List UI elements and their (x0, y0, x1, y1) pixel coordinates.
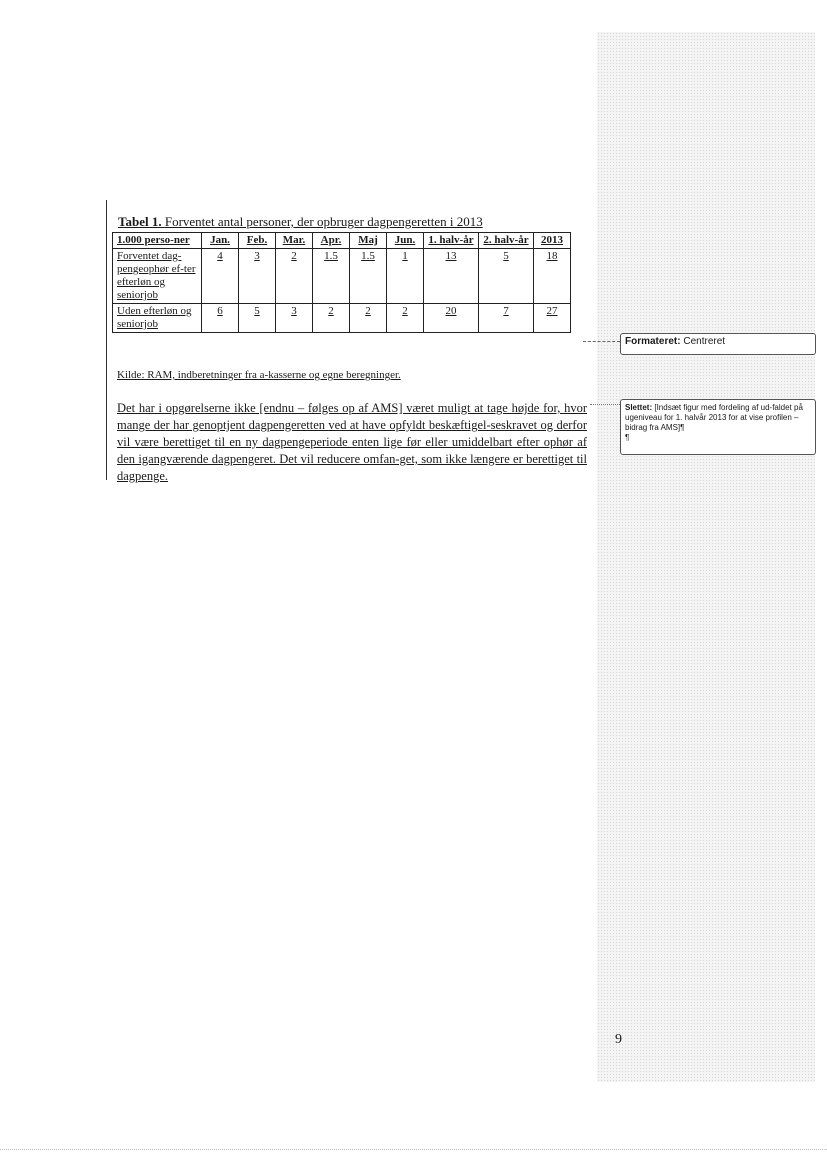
table-row (113, 304, 571, 333)
body-paragraph: Det har i opgørelserne ikke [endnu – følges op af AMS] været muligt at tage højde for, hvor mange der har genoptjent dagpengeretten ved at have opfyldt beskæftigel-seskravet og derfor vil være berettiget til en ny dagpengeperiode enten lige før eller umiddelbart efter ophør af den igangværende dagpengeret. Det vil reducere omfan-get, som ikke længere er berettiget til dagpenge. (117, 401, 587, 483)
markup-margin-pane (597, 32, 815, 1082)
table-cell: 18 (534, 249, 571, 304)
table-cell: 13 (424, 249, 479, 304)
table-cell: 27 (534, 304, 571, 333)
table-header-cell: 2. halv-år (479, 233, 534, 249)
bottom-divider (0, 1149, 827, 1150)
table-source-note: Kilde: RAM, indberetninger fra a-kasserne og egne beregninger. (117, 369, 401, 381)
table-header-cell: 1.000 perso-ner (113, 233, 202, 249)
deletion-comment-label: Slettet: (625, 403, 653, 412)
table-title-text: Forventet antal personer, der opbruger dagpengeretten i 2013 (164, 214, 483, 229)
data-table (112, 232, 571, 333)
table-cell: 2 (387, 304, 424, 333)
table-header-cell: Jun. (387, 233, 424, 249)
formatting-comment-balloon[interactable] (620, 333, 816, 355)
table-header-cell: Jan. (202, 233, 239, 249)
formatting-comment-value: Centreret (683, 336, 726, 347)
table-cell: 1 (387, 249, 424, 304)
table-cell: 1.5 (313, 249, 350, 304)
table-cell: 2 (276, 249, 313, 304)
deletion-comment-text: [Indsæt figur med fordeling af ud-faldet på ugeniveau for 1. halvår 2013 for at vise profilen – bidrag fra AMS]¶ (625, 403, 803, 432)
table-header-cell: Maj (350, 233, 387, 249)
paragraph-mark: ¶ (625, 433, 630, 442)
table-header-cell: Feb. (239, 233, 276, 249)
table-header-cell: 2013 (534, 233, 571, 249)
table-header-cell: Mar. (276, 233, 313, 249)
table-cell: 2 (313, 304, 350, 333)
table-header-cell: 1. halv-år (424, 233, 479, 249)
table-cell: 4 (202, 249, 239, 304)
table-title-prefix: Tabel 1. (118, 214, 162, 229)
table-header-cell: Apr. (313, 233, 350, 249)
table-row (113, 249, 571, 304)
table-row-label: Uden efterløn og seniorjob (113, 304, 202, 333)
comment-leader-line (583, 341, 620, 342)
table-cell: 20 (424, 304, 479, 333)
table-cell: 7 (479, 304, 534, 333)
table-cell: 3 (239, 249, 276, 304)
comment-leader-line (590, 404, 620, 405)
page-number: 9 (615, 1032, 622, 1047)
table-cell: 5 (479, 249, 534, 304)
table-header-row (113, 233, 571, 249)
table-row-label: Forventet dag-pengeophør ef-ter efterløn og seniorjob (113, 249, 202, 304)
table-cell: 1.5 (350, 249, 387, 304)
table-cell: 3 (276, 304, 313, 333)
table-cell: 5 (239, 304, 276, 333)
deletion-comment-balloon[interactable] (620, 399, 816, 455)
change-bar (106, 200, 107, 480)
table-title (118, 214, 483, 230)
table-cell: 6 (202, 304, 239, 333)
formatting-comment-label: Formateret: (625, 336, 681, 347)
table-cell: 2 (350, 304, 387, 333)
